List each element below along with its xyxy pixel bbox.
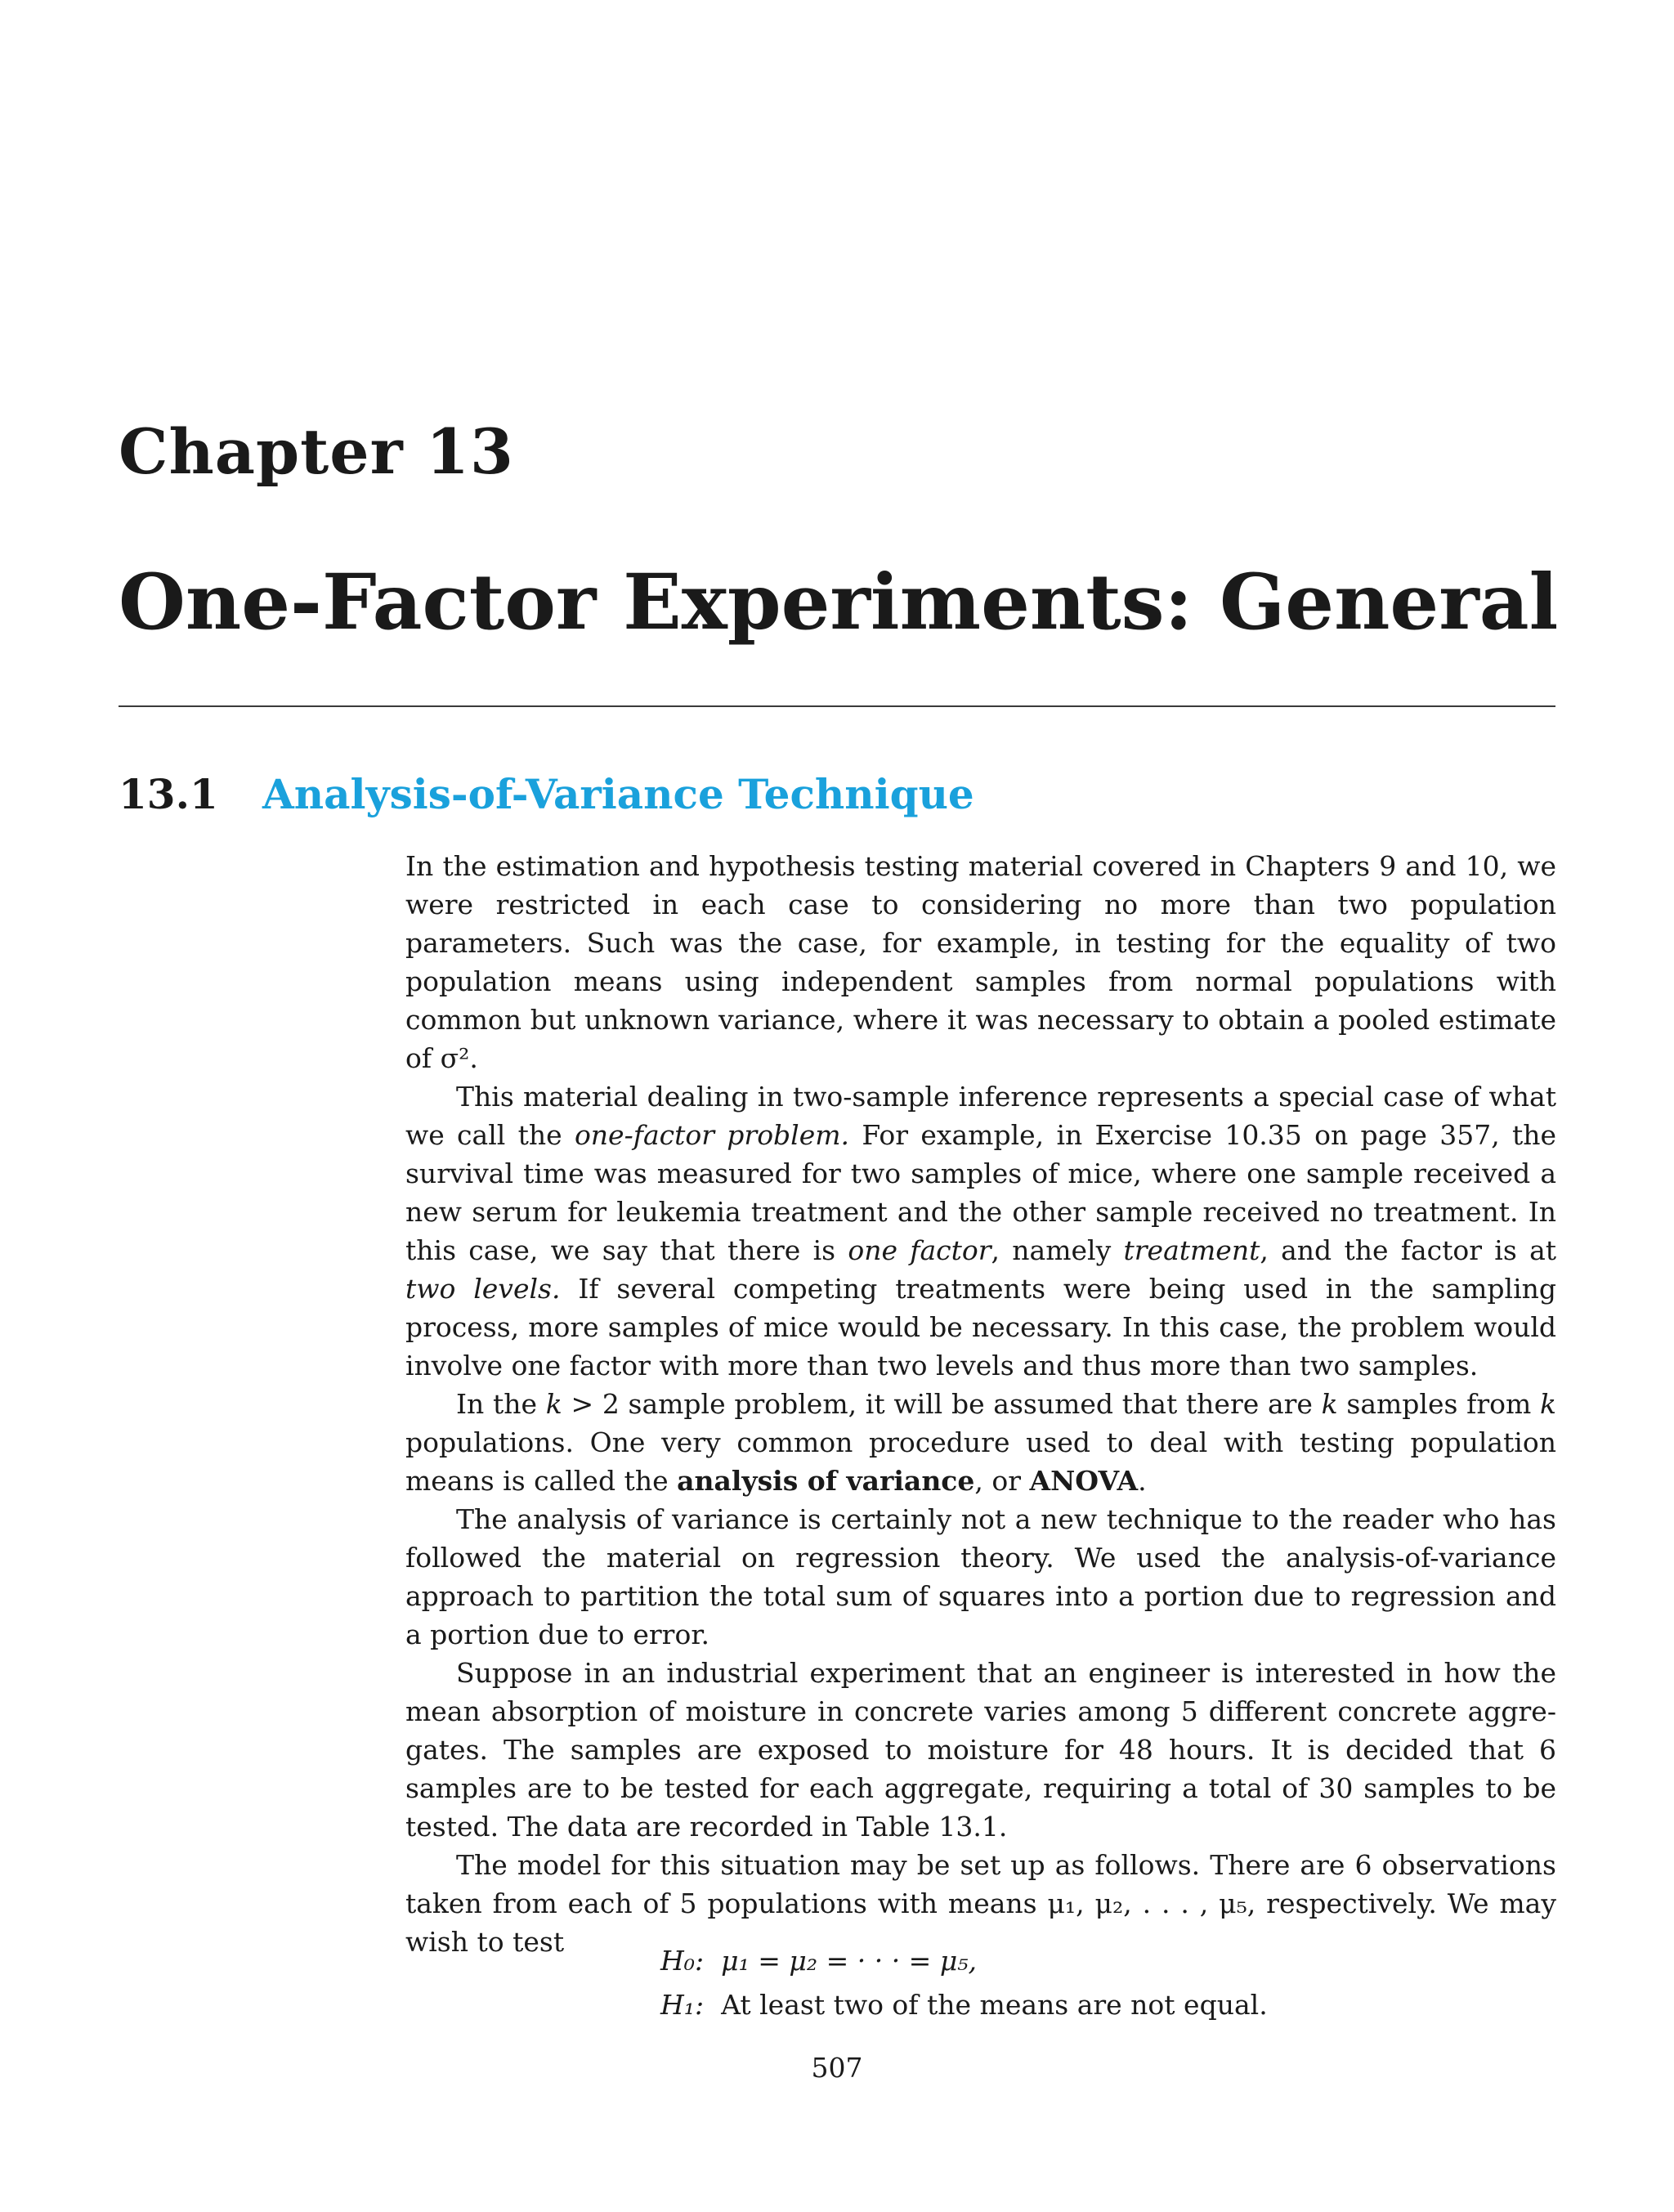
math-k: k [1321, 1388, 1338, 1420]
h0-label: H₀: [660, 1945, 705, 1977]
term-anova: ANOVA [1029, 1465, 1139, 1497]
section-heading [119, 770, 974, 818]
title-rule [119, 705, 1555, 707]
term-analysis-of-variance: analysis of variance [677, 1465, 975, 1497]
emphasis-treatment: treatment [1123, 1234, 1260, 1266]
emphasis-one-factor-problem: one-factor problem. [574, 1119, 850, 1151]
text-run: samples from [1337, 1388, 1540, 1420]
paragraph-3 [405, 1385, 1556, 1500]
text-run: In the [456, 1388, 546, 1420]
text-run: > 2 sample problem, it will be assumed that there are [562, 1388, 1322, 1420]
null-hypothesis [660, 1939, 1268, 1983]
emphasis-two-levels: two levels. [405, 1273, 561, 1305]
section-number: 13.1 [119, 770, 218, 818]
text-run: If several competing treatments were being used in the sampling process, more samples of mice would be necessary. In this case, the problem would involve one factor with more than two levels and thus more than two samples. [405, 1273, 1556, 1381]
h0-text: μ₁ = μ₂ = · · · = μ₅, [721, 1945, 977, 1977]
h1-label: H₁: [660, 1989, 705, 2021]
paragraph-5: Suppose in an industrial experiment that an engineer is interested in how the mean absorption of moisture in concrete varies among 5 different concrete aggregates. The samples are exposed to moisture for 48 hours. It is decided that 6 samples are to be tested for each aggregate, requiring a total of 30 samples to be tested. The data are recorded in Table 13.1. [405, 1657, 1556, 1843]
text-run: This material dealing in two-sample inference represents a special case of what we call the [405, 1081, 1556, 1151]
paragraph-2 [405, 1077, 1556, 1385]
text-run: populations. One very common procedure used to deal with testing population means is called the [405, 1426, 1556, 1497]
body-text [405, 847, 1556, 1961]
chapter-title: One-Factor Experiments: General [119, 557, 1559, 647]
text-run: , or [974, 1465, 1030, 1497]
alternative-hypothesis [660, 1983, 1268, 2027]
paragraph-1: In the estimation and hypothesis testing material covered in Chapters 9 and 10, we were restricted in each case to considering no more than two population parameters. Such was the case, for example, in testing for the equality of two population means using independent samples from normal populations with common but unknown variance, where it was necessary to obtain a pooled estimate of σ². [405, 850, 1556, 1074]
paragraph-4: The analysis of variance is certainly not a new technique to the reader who has followed the material on regression theory. We used the analysis-of-variance approach to partition the total sum of squares into a portion due to regression and a portion due to error. [405, 1503, 1556, 1650]
emphasis-one-factor: one factor [848, 1234, 991, 1266]
h1-text: At least two of the means are not equal. [721, 1989, 1268, 2021]
math-k: k [1540, 1388, 1556, 1420]
page-number: 507 [811, 2052, 863, 2084]
chapter-label: Chapter 13 [119, 415, 514, 488]
hypotheses [660, 1939, 1268, 2027]
text-run: , and the factor is at [1260, 1234, 1556, 1266]
math-k: k [545, 1388, 562, 1420]
text-run: , namely [991, 1234, 1124, 1266]
paragraph-6: The model for this situation may be set up as follows. There are 6 observations taken from each of 5 populations with means μ₁, μ₂, . . . , μ₅, respectively. We may wish to test [405, 1849, 1556, 1958]
text-run: For example, in Exercise 10.35 on page 357, the survival time was measured for two samples of mice, where one sample received a new serum for leukemia treatment and the other sample received no treatment. In this case, we say that there is [405, 1119, 1557, 1266]
text-run: . [1138, 1465, 1147, 1497]
section-title: Analysis-of-Variance Technique [262, 770, 974, 818]
